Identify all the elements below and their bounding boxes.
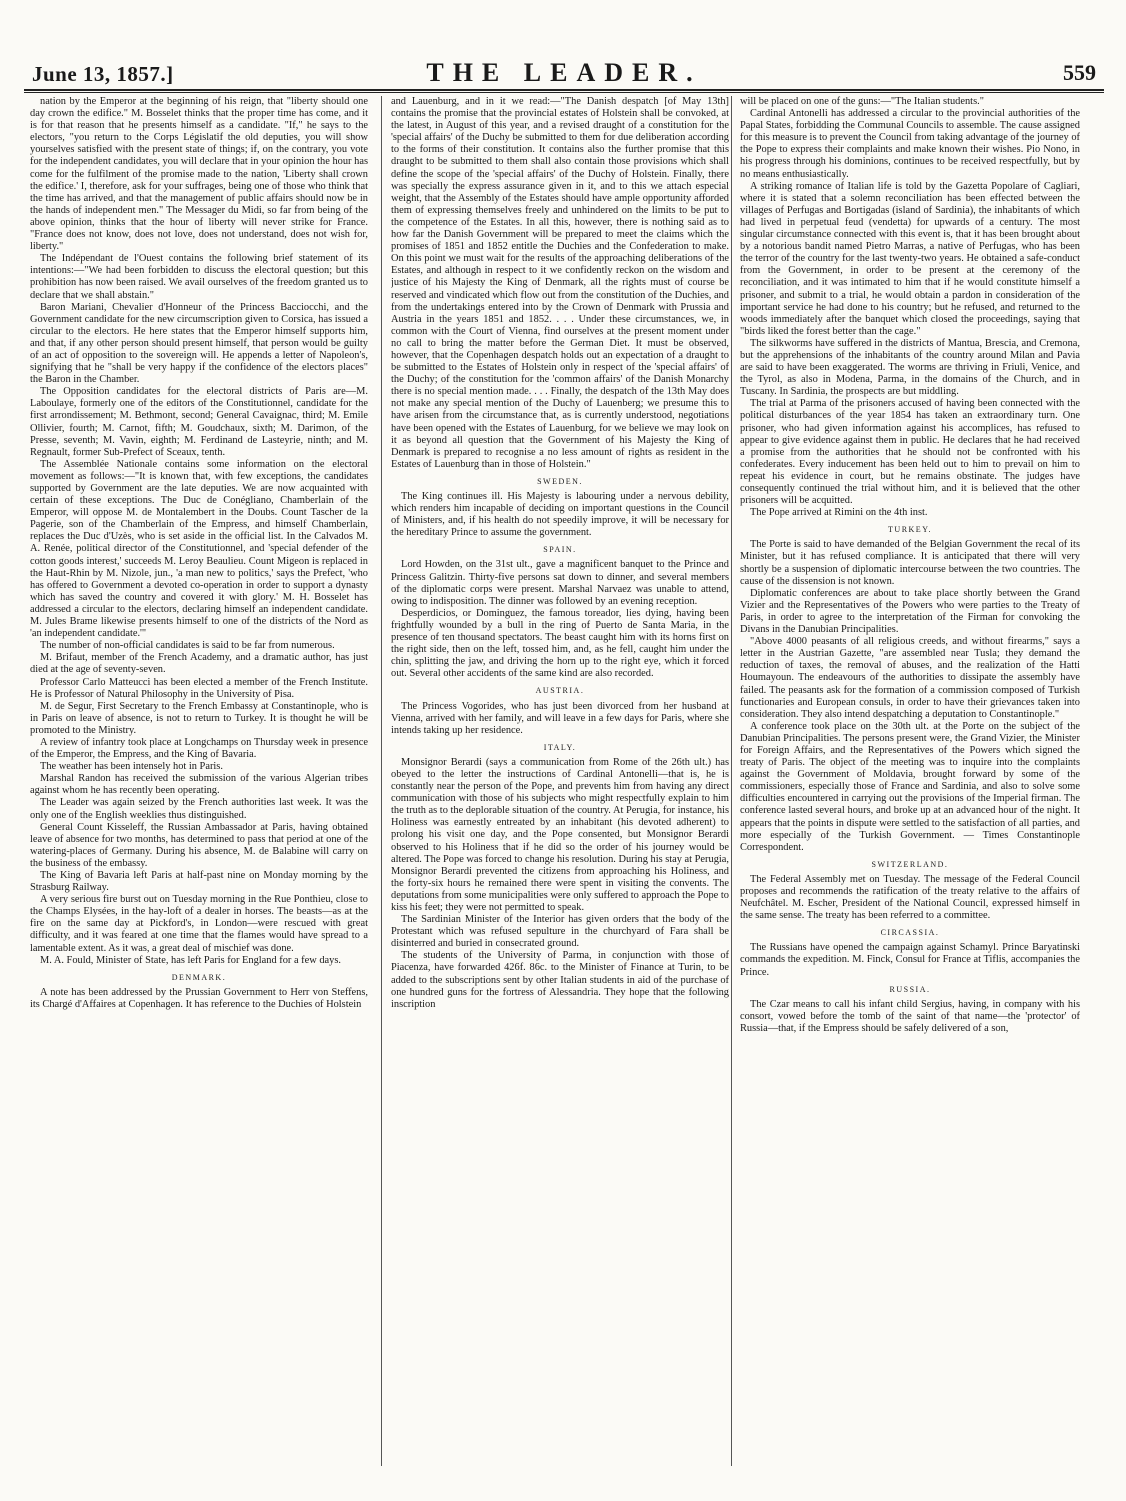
section-heading: ITALY. (543, 742, 577, 752)
article-paragraph: "Above 4000 peasants of all religious creeds, and without firearms," says a letter in the Austrian Gazette, "are assembled near Tusla; they demand the reduction of taxes, the removal of abuses, and the realization of the Hatti Houmayoun. The endeavours of the authorities to dissipate the assembly have failed. The peasants ask for the formation of a commission composed of Turkish functionaries and European consuls, in order to have their grievances taken into consideration. They also intend despatching a deputation to Constantinople." (740, 636, 1080, 720)
issue-date: June 13, 1857.] (32, 62, 174, 86)
article-paragraph: The King of Bavaria left Paris at half-past nine on Monday morning by the Strasburg Railway. (30, 870, 368, 894)
column-divider (731, 96, 732, 1466)
section-heading: DENMARK. (171, 972, 227, 982)
article-paragraph: The number of non-official candidates is said to be far from numerous. (40, 640, 335, 652)
article-paragraph: The weather has been intensely hot in Paris. (40, 761, 223, 773)
section-heading: TURKEY. (888, 525, 932, 535)
article-paragraph: The Czar means to call his infant child Sergius, having, in company with his consort, vowed before the tomb of the saint of that name—the 'protector' of Russia—that, if the Empress should be safely delivered of a son, (740, 998, 1080, 1034)
header-rule-thin (24, 92, 1104, 93)
section-heading: CIRCASSIA. (880, 928, 940, 938)
article-paragraph: M. de Segur, First Secretary to the French Embassy at Constantinople, who is in Paris on leave of absence, is not to return to Turkey. It is thought he will be promoted to the Ministry. (30, 700, 368, 736)
article-paragraph: The students of the University of Parma, in conjunction with those of Piacenza, have forwarded 426f. 86c. to the Minister of Finance at Turin, to be added to the subscriptions sent by other Italian students in aid of the purchase of one hundred guns for the fortress of Alessandria. They hope that the following inscription (391, 950, 729, 1010)
article-paragraph: M. A. Fould, Minister of State, has left Paris for England for a few days. (40, 954, 341, 966)
masthead (24, 52, 1104, 88)
header-rule (24, 89, 1104, 91)
newspaper-title: THE LEADER. (426, 58, 702, 87)
article-paragraph: Professor Carlo Matteucci has been elected a member of the French Institute. He is Professor of Natural Philosophy in the University of Pisa. (30, 676, 368, 700)
article-paragraph: A striking romance of Italian life is told by the Gazetta Popolare of Cagliari, where it is stated that a solemn reconciliation has been effected between the villages of Perfugas and Bortigadas (island of Sardinia), the inhabitants of which had lived in perpetual feud (vendetta) for upwards of a century. The most singular circumstance connected with this event is, that it has been brought about by a notorious bandit named Pietro Marras, a native of Perfugas, who has been the terror of the country for the last twenty-two years. He obtained a safe-conduct from the Government, in order to be present at the ceremony of the reconciliation, and it was intimated to him that if he would constitute himself a prisoner, and submit to a trial, he would obtain a pardon in consideration of the important service he had done to his country; but he refused, and returned to the woods immediately after the banquet which closed the proceedings, saying that "birds liked the forest better than the cage." (740, 180, 1080, 337)
article-paragraph: A very serious fire burst out on Tuesday morning in the Rue Ponthieu, close to the Champs Elysées, in the hay-loft of a dealer in horses. The beasts—as at the fire on the same day at Pickford's, in London—were rescued with great difficulty, and it was feared at one time that the flames would have spread to a lamentable extent. As it was, a great deal of mischief was done. (30, 894, 368, 954)
article-paragraph: The Indépendant de l'Ouest contains the following brief statement of its intentions:—"We had been forbidden to discuss the electoral question; but this prohibition has now been raised. We avail ourselves of the freedom granted us to declare that we shall abstain." (30, 253, 368, 301)
article-paragraph: Marshal Randon has received the submission of the various Algerian tribes against whom he has recently been operating. (30, 773, 368, 797)
article-paragraph: General Count Kisseleff, the Russian Ambassador at Paris, having obtained leave of absence for two months, has determined to pass that period at one of the watering-places of Germany. During his absence, M. de Balabine will carry on the business of the embassy. (30, 821, 368, 869)
article-paragraph: A conference took place on the 30th ult. at the Porte on the subject of the Danubian Principalities. The persons present were, the Grand Vizier, the Minister for Foreign Affairs, and the Representatives of the Powers which signed the treaty of Paris. The object of the meeting was to inquire into the complaints against the Government of Moldavia, brought forward by some of the commissioners, especially those of France and Sardinia, and also to solve some difficulties encountered in carrying out the provisions of the Imperial firman. The conference lasted several hours, and broke up at an advanced hour of the night. It appears that the points in dispute were settled to the satisfaction of all parties, and more especially of the Turkish Government. — Times Constantinople Correspondent. (740, 720, 1080, 853)
article-paragraph: Lord Howden, on the 31st ult., gave a magnificent banquet to the Prince and Princess Galitzin. Thirty-five persons sat down to dinner, and several members of the diplomatic corps were present. Marshal Narvaez was unable to attend, owing to indisposition. The dinner was followed by an evening reception. (391, 559, 729, 607)
article-paragraph: The King continues ill. His Majesty is labouring under a nervous debility, which renders him incapable of deciding on important questions in the Council of Ministers, and, if his health do not speedily improve, it will be necessary for the hereditary Prince to assume the government. (391, 491, 729, 539)
article-paragraph: The Russians have opened the campaign against Schamyl. Prince Baryatinski commands the expedition. M. Finck, Consul for France at Tiflis, accompanies the Prince. (740, 942, 1080, 978)
section-heading: SWITZERLAND. (871, 859, 949, 869)
article-paragraph: M. Brifaut, member of the French Academy, and a dramatic author, has just died at the age of seventy-seven. (30, 652, 368, 676)
article-paragraph: Diplomatic conferences are about to take place shortly between the Grand Vizier and the Representatives of the Powers who were parties to the Treaty of Paris, in order to agree to the interpretation of the Firman for convoking the Divans in the Danubian Principalities. (740, 587, 1080, 636)
article-paragraph: nation by the Emperor at the beginning of his reign, that "liberty should one day crown the edifice." M. Bosselet thinks that the proper time has come, and it is for that reason that he presents himself as a candidate. "If," he says to the electors, "you return to the Corps Législatif the old deputies, you will show yourselves satisfied with the present state of things; if, on the contrary, you vote for the independent candidates, you will declare that in your opinion the hour has come for the fulfilment of the promise made to the nation, 'Liberty shall crown the edifice.' I, therefore, ask for your suffrages, being one of those who think that the time has arrived, and that the management of public affairs should now be in the hands of independent men." The Messager du Midi, so far from being of the above opinion, thinks that the hour of liberty will never strike for France. "France does not know, does not love, does not understand, does not wish for, liberty." (30, 96, 368, 253)
article-paragraph: and Lauenburg, and in it we read:—"The Danish despatch [of May 13th] contains the promise that the provincial estates of Holstein shall be convoked, at the latest, in August of this year, and a revised draught of a constitution for the 'special affairs' of the Duchy be submitted to them for due deliberation according to the forms of their constitution. It contains also the further promise that this draught to be submitted to them shall also contain those provisions which shall define the scope of the 'special affairs' of the Duchy of Holstein. Finally, there was specially the express assurance given in it, and to this we attach especial weight, that the Assembly of the Estates should have ample opportunity afforded them of expressing themselves freely and unhindered on the limits to be put to the competence of the Estates. In all this, however, there is nothing said as to how far the Danish Government will be prepared to meet the claims which the promises of 1851 and 1852 entitle the Duchies and the Confederation to make. On this point we must wait for the results of the approaching deliberations of the Estates, and although in respect to it we confidently reckon on the wisdom and justice of his Majesty the King of Denmark, all the rights must of course be reserved and vindicated which flow out from the constitution of the Duchies, and from the undertakings entered into by the Crown of Denmark with Prussia and Austria in the years 1851 and 1852. . . . Under these circumstances, we, in common with the Court of Vienna, find ourselves at the present moment under no call to bring the matter before the German Diet. It must be observed, however, that the Copenhagen despatch holds out an expectation of a draught to be submitted to the Estates of Holstein only in respect of the 'special affairs' of the Duchy; of the constitution for the 'common affairs' of the Danish Monarchy there is no special mention made. . . . Finally, the despatch of the 13th May does not make any special mention of the Duchy of Lauenberg; we presume this to have arisen from the circumstance that, as is currently understood, negotiations have been opened with the Estates of Lauenburg, for we believe we may look on it as beyond all question that the Government of his Majesty the King of Denmark is prepared to recognise a no less amount of rights as resident in the Estates of Lauenburg than in those of Holstein." (391, 96, 729, 470)
article-paragraph: The trial at Parma of the prisoners accused of having been connected with the political disturbances of the year 1854 has taken an extraordinary turn. One prisoner, who had given information against his accomplices, has refused to appear to give evidence against them in public. He declares that he had received a promise from the authorities that he should not be confronted with his confederates. Every inducement has been held out to him to prevail on him to repeat his evidence in court, but he remains obstinate. The judges have consequently continued the trial without him, and it is believed that the other prisoners will be acquitted. (740, 398, 1080, 507)
page-number: 559 (1063, 60, 1096, 85)
article-paragraph: The Leader was again seized by the French authorities last week. It was the only one of the English weeklies thus distinguished. (30, 797, 368, 821)
section-heading: SPAIN. (543, 545, 577, 555)
article-paragraph: A review of infantry took place at Longchamps on Thursday week in presence of the Emperor, the Empress, and the King of Bavaria. (30, 736, 368, 761)
column-divider (381, 96, 382, 1466)
column-2 (391, 96, 729, 1466)
article-paragraph: The Assemblée Nationale contains some information on the electoral movement as follows:—"It is known that, with few exceptions, the candidates supported by Government are the late deputies. We are now acquainted with certain of these exceptions. The Duc de Conégliano, Chamberlain of the Emperor, will oppose M. de Montalembert in the Doubs. Count Tascher de la Pagerie, son of the Chamberlain of the Empress, and himself Chamberlain, replaces the Duc d'Uzès, who is set aside in the official list. In the Calvados M. A. Renée, political director of the Constitutionnel, and 'special defender of the cotton goods interest,' succeeds M. Leroy Beaulieu. Count Migeon is replaced in the Haut-Rhin by M. Nizole, jun., 'a man new to politics,' says the Prefect, 'who has offered to Government a devoted co-operation in order to support a dynasty which has saved the country and covered it with glory.' M. H. Bosselet has addressed a circular to the electors, declaring himself an independent candidate. M. Jules Brame likewise presents himself to one of the districts of the Nord as 'an independent candidate.'" (30, 458, 368, 640)
article-paragraph: The Opposition candidates for the electoral districts of Paris are—M. Laboulaye, formerly one of the editors of the Constitutionnel, candidate for the first arrondissement; M. Bethmont, second; General Cavaignac, third; M. Emile Ollivier, fourth; M. Carnot, fifth; M. Goudchaux, sixth; M. Darimon, of the Presse, seventh; M. Vavin, eighth; M. Ferdinand de Lasteyrie, ninth; and M. Regnault, former Sub-Prefect of Sceaux, tenth. (30, 386, 368, 458)
article-paragraph: Baron Mariani, Chevalier d'Honneur of the Princess Bacciocchi, and the Government candidate for the new circumscription given to Corsica, has issued a circular to the electors. He here states that the Emperor himself supports him, and that, if any other person should present himself, that person would be guilty of an act of opposition to the sovereign will. He appends a letter of Napoleon's, signifying that he "shall be very happy if the confidence of the electors places" the Baron in the Chamber. (30, 301, 368, 386)
section-heading: RUSSIA. (889, 984, 931, 994)
column-3 (740, 96, 1080, 1466)
article-paragraph: The Porte is said to have demanded of the Belgian Government the recal of its Minister, but it has refused compliance. It is anticipated that there will very shortly be a suspension of diplomatic intercourse between the two countries. The cause of the dissension is not known. (740, 539, 1080, 587)
column-1 (30, 96, 368, 1466)
section-heading: SWEDEN. (537, 476, 583, 486)
section-heading: AUSTRIA. (535, 686, 585, 696)
article-paragraph: Cardinal Antonelli has addressed a circular to the provincial authorities of the Papal States, forbidding the Communal Councils to assemble. The cause assigned for this measure is to prevent the Council from taking advantage of the journey of the Pope to express their complaints and make known their wishes. Pio Nono, in his progress through his dominions, continues to be received respectfully, but by no means enthusiastically. (740, 108, 1080, 180)
article-paragraph: A note has been addressed by the Prussian Government to Herr von Steffens, its Chargé d'Affaires at Copenhagen. It has reference to the Duchies of Holstein (30, 986, 368, 1010)
article-paragraph: Monsignor Berardi (says a communication from Rome of the 26th ult.) has obeyed to the letter the instructions of Cardinal Antonelli—that is, he is constantly near the person of the Pope, and prevents him from having any direct communication with those of his subjects who might respectfully explain to him the truth as to the deplorable situation of the country. At Perugia, for instance, his Holiness was earnestly entreated by an inhabitant (his devoted adherent) to prolong his visit one day, and the Pope consented, but Monsignor Berardi observed to his Holiness that if he did so the order of his journey would be altered. The Pope was forced to change his resolution. During his stay at Perugia, Monsignor Berardi prevented the citizens from approaching his Holiness, and the forty-six hours he remained there were spent in visiting the convents. The deputations from some municipalities were only suffered to approach the Pope to kiss his feet; they were not permitted to speak. (391, 756, 729, 913)
article-paragraph: The Princess Vogorides, who has just been divorced from her husband at Vienna, arrived with her family, and will leave in a few days for Paris, where she intends taking up her residence. (391, 700, 729, 736)
article-paragraph: The Pope arrived at Rimini on the 4th inst. (750, 507, 928, 519)
article-paragraph: will be placed on one of the guns:—"The Italian students." (740, 96, 984, 107)
article-paragraph: Desperdicios, or Dominguez, the famous toreador, lies dying, having been frightfully wounded by a bull in the ring of Puerto de Santa Maria, in the presence of ten thousand spectators. The beast caught him with its horns first on the right side, then on the left, tossed him, and, as he fell, caught him under the chin, splitting the jaw, and driving the horn up to the right eye, which it forced out. Several other accidents of the same kind are also recorded. (391, 607, 729, 680)
article-paragraph: The Federal Assembly met on Tuesday. The message of the Federal Council proposes and recommends the ratification of the treaty relative to the affairs of Neufchâtel. M. Escher, President of the National Council, expressed himself in the same sense. The treaty has been referred to a committee. (740, 873, 1080, 922)
article-paragraph: The Sardinian Minister of the Interior has given orders that the body of the Protestant which was refused sepulture in the churchyard of Fara shall be disinterred and buried in consecrated ground. (391, 914, 729, 950)
article-paragraph: The silkworms have suffered in the districts of Mantua, Brescia, and Cremona, but the apprehensions of the inhabitants of the country around Milan and Pavia are said to have been exaggerated. The worms are thriving in Friuli, Venice, and the Tyrol, as also in Modena, Parma, in the domains of the Church, and in Tuscany. In Sardinia, the prospects are but middling. (740, 337, 1080, 398)
